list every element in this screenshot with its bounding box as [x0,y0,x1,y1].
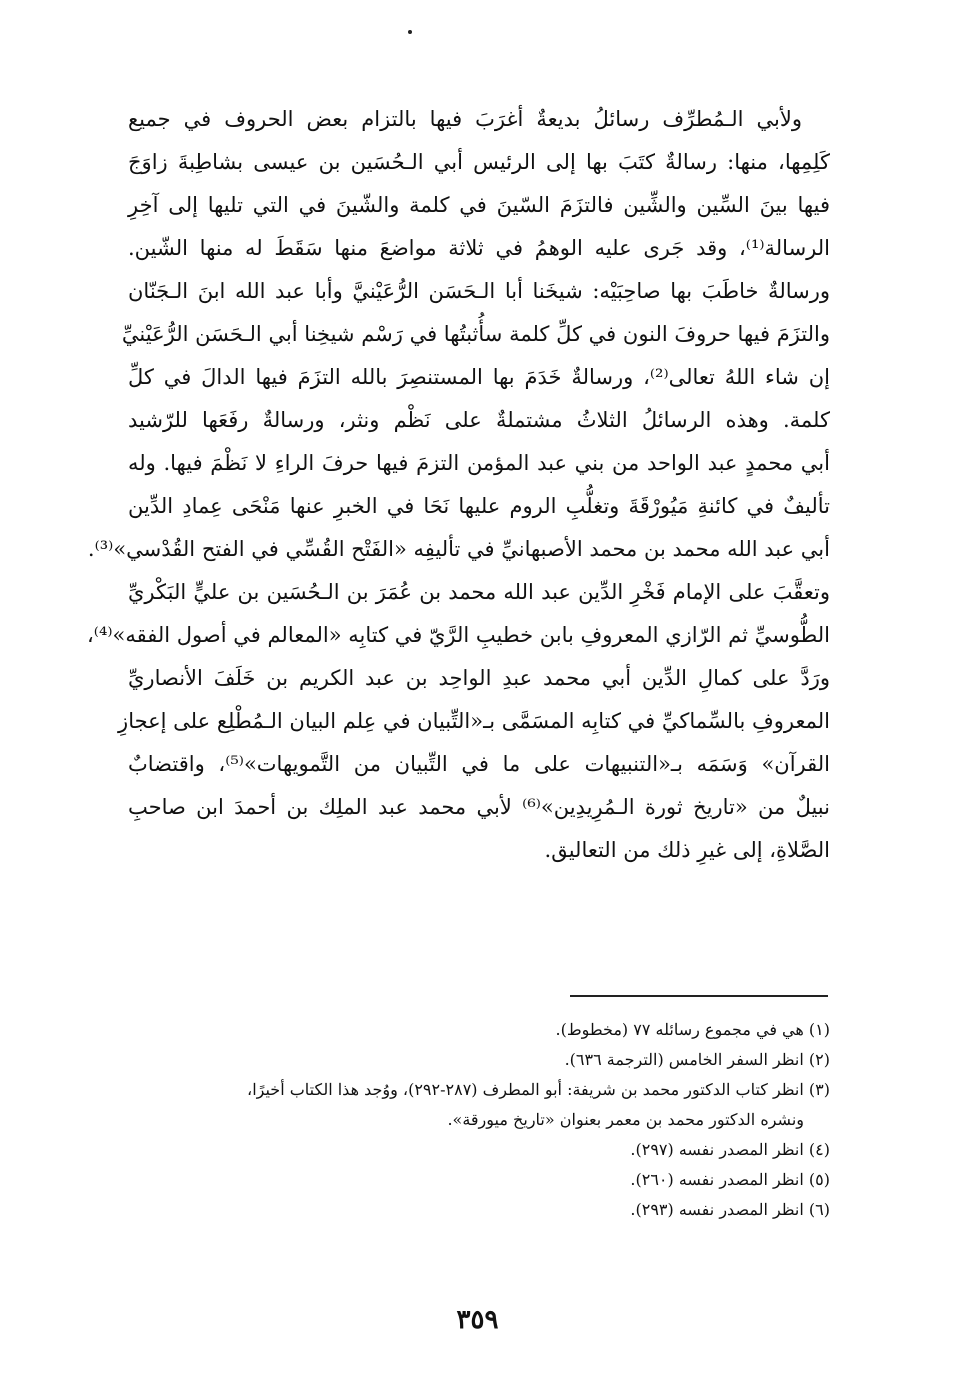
text-line: ورسالةٌ خاطَبَ بها صاحِبَيْه: شيخَنا أبا الـحَسَن الرُّعَيْنيَّ وأبا عبد الله ابنَ الـجَنّان [128,279,830,303]
text-line: كَلِمِها، منها: رسالةٌ كتَبَ بها إلى الرئيس أبي الـحُسَين بن عيسى بشاطِبةَ زاوَجَ [128,150,830,174]
footnote: (٤) انظر المصدر نفسه (٢٩٧). [630,1140,830,1159]
text-line: نبيلٌ من «تاريخ ثورة الـمُرِيدِين»⁽⁶⁾ لأبي محمد عبد الملِك بن أحمدَ ابن صاحبِ [128,795,830,819]
text-line: الرسالة⁽¹⁾، وقد جَرى عليه الوهمُ في ثلاثة مواضعَ منها سَقَطَ له منها الشّين. [128,236,830,260]
page-number: ٣٥٩ [456,1305,499,1335]
text-line: المعروفِ بالسِّماكيِّ في كتابِه المسَمَّى بـ«التِّبيان في عِلم البيان الـمُطْلِع على إعجازِ [118,709,830,733]
main-text [87,98,830,872]
footnote-separator [570,995,828,997]
text-line: وتعقَّبَ على الإمام فَخْرِ الدِّين عبد الله محمد بن عُمَرَ بن الـحُسَين بن عليٍّ البَكْريِّ [128,580,830,604]
text-line: تأليفٌ في كائنةِ مَيُورْقَةَ وتغلُّبِ الروم عليها نَحَا في الخبرِ عنها مَنْحَى عِمادِ الدِّين [128,494,830,518]
text-line: كلمة. وهذه الرسائلُ الثلاثُ مشتملةٌ على نَظْم ونثر، ورسالةٌ رفَعَها للرّشيد [128,408,830,432]
text-line: الطُّوسيِّ ثم الرّازي المعروفِ بابن خطيبِ الرَّيّ في كتابِه «المعالم في أصول الفقه»⁽⁴⁾، [87,623,830,647]
footnote-continuation: ونشره الدكتور محمد بن معمر بعنوان «تاريخ ميورقة». [447,1110,804,1129]
footnote: (٦) انظر المصدر نفسه (٢٩٣). [630,1200,830,1219]
ink-dot [408,30,412,34]
text-line: والتزَمَ فيها حروفَ النون في كلِّ كلمة سأُثبتُها في رَسْم شيخِنا أبي الـحَسَن الرُّعَيْنيِّ [121,322,830,346]
text-line: ورَدَّ على كمالِ الدِّين أبي محمد عبدِ الواحِد بن عبد الكريم بن خَلَفَ الأنصاريِّ [128,666,830,690]
text-line: ولأبي الـمُطرِّف رسائلُ بديعةٌ أغرَبَ فيها بالتزام بعض الحروف في جميع [128,107,802,131]
text-line: أبي محمدٍ عبد الواحد من بني عبد المؤمن التزمَ فيها حرفَ الراءِ لا نَظْمَ فيها. وله [128,451,830,475]
footnote: (١) هي في مجموع رسائله ٧٧ (مخطوط). [555,1020,830,1039]
text-line: إن شاء اللهُ تعالى⁽²⁾، ورسالةٌ خَدَمَ بها المستنصِرَ بالله التزَمَ فيها الدالَ في كلِّ [128,365,830,389]
text-line: أبي عبد الله محمد بن محمد الأصبهانيِّ في تأليفِه «الفَتْح القُسِّي في الفتح القُدْسي»⁽³⁾. [87,537,830,561]
footnote: (٢) انظر السفر الخامس (الترجمة ٦٣٦). [564,1050,830,1069]
footnote: (٣) انظر كتاب الدكتور محمد بن شريفة: أبو المطرف (٢٨٧-٢٩٢)، ووُجد هذا الكتاب أخيرًا، [247,1080,830,1099]
footnote: (٥) انظر المصدر نفسه (٢٦٠). [630,1170,830,1189]
footnotes [120,1015,830,1225]
text-line: فيها بينَ السِّين والشِّين فالتزَمَ السّينَ في كلمة والشّينَ في التي تليها إلى آخِرِ [128,193,830,217]
text-line: الصَّلاةِ، إلى غيرِ ذلك من التعاليق. [544,838,830,862]
text-line: القرآن» وَسَمَه بـ«التنبيهات على ما في التِّبيان من التَّمويهات»⁽⁵⁾، واقتضابٌ [128,752,830,776]
